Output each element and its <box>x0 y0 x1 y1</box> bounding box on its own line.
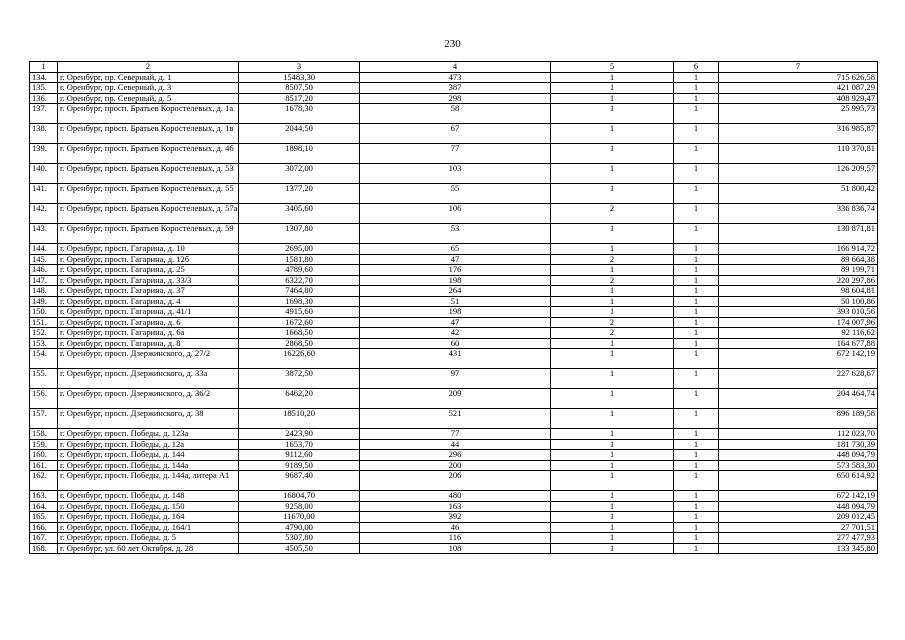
table-row <box>30 317 878 328</box>
row-number: 156. <box>30 389 58 409</box>
column-5-cell: 1 <box>551 491 674 502</box>
address-cell: г. Оренбург, пр. Северный, д. 5 <box>58 93 239 104</box>
amount-cell: 316 985,87 <box>719 124 878 144</box>
column-5-cell: 1 <box>551 124 674 144</box>
area-cell: 8507,50 <box>239 83 360 94</box>
amount-cell: 174 007,96 <box>719 317 878 328</box>
address-cell: г. Оренбург, просп. Победы, д. 144 <box>58 450 239 461</box>
row-number: 160. <box>30 450 58 461</box>
area-cell: 6462,20 <box>239 389 360 409</box>
count-cell: 392 <box>360 512 551 523</box>
column-6-cell: 1 <box>674 72 719 83</box>
count-cell: 209 <box>360 389 551 409</box>
area-cell: 9258,00 <box>239 501 360 512</box>
column-6-cell: 1 <box>674 450 719 461</box>
table-row <box>30 307 878 318</box>
amount-cell: 51 800,42 <box>719 184 878 204</box>
column-6-cell: 1 <box>674 275 719 286</box>
address-cell: г. Оренбург, просп. Победы, д. 150 <box>58 501 239 512</box>
column-6-cell: 1 <box>674 265 719 276</box>
address-cell: г. Оренбург, просп. Братьев Коростелевых, д. 55 <box>58 184 239 204</box>
table-row <box>30 543 878 554</box>
row-number: 143. <box>30 224 58 244</box>
count-cell: 200 <box>360 460 551 471</box>
address-cell: г. Оренбург, просп. Братьев Коростелевых, д. 1в <box>58 124 239 144</box>
column-6-cell: 1 <box>674 338 719 349</box>
table-row <box>30 522 878 533</box>
area-cell: 2423,90 <box>239 429 360 440</box>
area-cell: 4790,00 <box>239 522 360 533</box>
amount-cell: 166 914,72 <box>719 244 878 255</box>
column-6-cell: 1 <box>674 522 719 533</box>
table-body <box>30 72 878 554</box>
row-number: 153. <box>30 338 58 349</box>
address-cell: г. Оренбург, просп. Братьев Коростелевых, д. 57а <box>58 204 239 224</box>
count-cell: 46 <box>360 522 551 533</box>
table-row <box>30 72 878 83</box>
column-5-cell: 1 <box>551 104 674 124</box>
table-row <box>30 296 878 307</box>
count-cell: 58 <box>360 104 551 124</box>
area-cell: 1307,80 <box>239 224 360 244</box>
table-row <box>30 244 878 255</box>
amount-cell: 181 730,39 <box>719 439 878 450</box>
amount-cell: 98 604,81 <box>719 286 878 297</box>
column-6-cell: 1 <box>674 83 719 94</box>
address-cell: г. Оренбург, просп. Победы, д. 164/1 <box>58 522 239 533</box>
column-5-cell: 1 <box>551 72 674 83</box>
count-cell: 44 <box>360 439 551 450</box>
amount-cell: 336 836,74 <box>719 204 878 224</box>
address-cell: г. Оренбург, просп. Победы, д. 164 <box>58 512 239 523</box>
count-cell: 176 <box>360 265 551 276</box>
column-5-cell: 1 <box>551 512 674 523</box>
table-row <box>30 83 878 94</box>
table-row <box>30 450 878 461</box>
column-6-cell: 1 <box>674 184 719 204</box>
table-row <box>30 409 878 429</box>
area-cell: 1581,80 <box>239 254 360 265</box>
amount-cell: 672 142,19 <box>719 491 878 502</box>
row-number: 144. <box>30 244 58 255</box>
column-6-cell: 1 <box>674 328 719 339</box>
column-5-cell: 1 <box>551 144 674 164</box>
count-cell: 77 <box>360 429 551 440</box>
table-row <box>30 275 878 286</box>
amount-cell: 126 209,57 <box>719 164 878 184</box>
area-cell: 1653,70 <box>239 439 360 450</box>
count-cell: 387 <box>360 83 551 94</box>
row-number: 136. <box>30 93 58 104</box>
count-cell: 47 <box>360 254 551 265</box>
area-cell: 8517,20 <box>239 93 360 104</box>
count-cell: 198 <box>360 275 551 286</box>
row-number: 163. <box>30 491 58 502</box>
table-row <box>30 533 878 544</box>
column-5-cell: 1 <box>551 164 674 184</box>
address-cell: г. Оренбург, ул. 60 лет Октября, д. 28 <box>58 543 239 554</box>
column-header: 3 <box>239 62 360 73</box>
count-cell: 77 <box>360 144 551 164</box>
column-header: 7 <box>719 62 878 73</box>
column-6-cell: 1 <box>674 512 719 523</box>
area-cell: 2695,00 <box>239 244 360 255</box>
column-5-cell: 1 <box>551 543 674 554</box>
table-row <box>30 338 878 349</box>
address-cell: г. Оренбург, просп. Гагарина, д. 41/1 <box>58 307 239 318</box>
address-cell: г. Оренбург, просп. Гагарина, д. 6а <box>58 328 239 339</box>
address-cell: г. Оренбург, просп. Победы, д. 144а <box>58 460 239 471</box>
row-number: 151. <box>30 317 58 328</box>
area-cell: 4789,60 <box>239 265 360 276</box>
column-5-cell: 1 <box>551 501 674 512</box>
column-5-cell: 1 <box>551 522 674 533</box>
amount-cell: 650 614,92 <box>719 471 878 491</box>
area-cell: 4915,60 <box>239 307 360 318</box>
amount-cell: 421 087,29 <box>719 83 878 94</box>
row-number: 165. <box>30 512 58 523</box>
row-number: 140. <box>30 164 58 184</box>
column-5-cell: 1 <box>551 471 674 491</box>
column-6-cell: 1 <box>674 543 719 554</box>
amount-cell: 50 100,86 <box>719 296 878 307</box>
address-cell: г. Оренбург, просп. Гагарина, д. 4 <box>58 296 239 307</box>
table-row <box>30 328 878 339</box>
column-5-cell: 1 <box>551 83 674 94</box>
row-number: 157. <box>30 409 58 429</box>
amount-cell: 393 010,56 <box>719 307 878 318</box>
column-6-cell: 1 <box>674 369 719 389</box>
column-5-cell: 2 <box>551 275 674 286</box>
count-cell: 53 <box>360 224 551 244</box>
area-cell: 1898,10 <box>239 144 360 164</box>
amount-cell: 896 189,58 <box>719 409 878 429</box>
table-row <box>30 204 878 224</box>
column-6-cell: 1 <box>674 429 719 440</box>
row-number: 137. <box>30 104 58 124</box>
row-number: 138. <box>30 124 58 144</box>
count-cell: 206 <box>360 471 551 491</box>
column-5-cell: 1 <box>551 307 674 318</box>
column-header: 2 <box>58 62 239 73</box>
amount-cell: 220 297,86 <box>719 275 878 286</box>
table-row <box>30 512 878 523</box>
column-6-cell: 1 <box>674 254 719 265</box>
row-number: 150. <box>30 307 58 318</box>
area-cell: 15483,30 <box>239 72 360 83</box>
address-cell: г. Оренбург, просп. Победы, д. 123а <box>58 429 239 440</box>
amount-cell: 130 871,81 <box>719 224 878 244</box>
address-cell: г. Оренбург, просп. Братьев Коростелевых, д. 53 <box>58 164 239 184</box>
row-number: 145. <box>30 254 58 265</box>
column-5-cell: 1 <box>551 184 674 204</box>
address-cell: г. Оренбург, просп. Победы, д. 144а, литера А1 <box>58 471 239 491</box>
address-cell: г. Оренбург, просп. Гагарина, д. 10 <box>58 244 239 255</box>
row-number: 158. <box>30 429 58 440</box>
column-5-cell: 1 <box>551 409 674 429</box>
amount-cell: 112 023,70 <box>719 429 878 440</box>
page-number: 230 <box>444 38 461 50</box>
amount-cell: 715 626,58 <box>719 72 878 83</box>
area-cell: 1672,60 <box>239 317 360 328</box>
count-cell: 65 <box>360 244 551 255</box>
area-cell: 11670,00 <box>239 512 360 523</box>
table-row <box>30 124 878 144</box>
column-5-cell: 1 <box>551 244 674 255</box>
address-cell: г. Оренбург, просп. Победы, д. 12а <box>58 439 239 450</box>
column-6-cell: 1 <box>674 501 719 512</box>
column-5-cell: 2 <box>551 328 674 339</box>
column-6-cell: 1 <box>674 533 719 544</box>
count-cell: 480 <box>360 491 551 502</box>
area-cell: 1698,30 <box>239 296 360 307</box>
table-row <box>30 369 878 389</box>
area-cell: 3872,50 <box>239 369 360 389</box>
table-row <box>30 184 878 204</box>
amount-cell: 573 583,30 <box>719 460 878 471</box>
column-5-cell: 1 <box>551 224 674 244</box>
table-row <box>30 491 878 502</box>
amount-cell: 408 929,47 <box>719 93 878 104</box>
column-header: 5 <box>551 62 674 73</box>
column-5-cell: 1 <box>551 93 674 104</box>
column-5-cell: 1 <box>551 460 674 471</box>
address-cell: г. Оренбург, просп. Братьев Коростелевых, д. 59 <box>58 224 239 244</box>
table-row <box>30 265 878 276</box>
area-cell: 2044,50 <box>239 124 360 144</box>
address-cell: г. Оренбург, просп. Дзержинского, д. 33а <box>58 369 239 389</box>
row-number: 164. <box>30 501 58 512</box>
area-cell: 18510,20 <box>239 409 360 429</box>
column-5-cell: 2 <box>551 317 674 328</box>
column-6-cell: 1 <box>674 164 719 184</box>
area-cell: 1668,50 <box>239 328 360 339</box>
column-6-cell: 1 <box>674 409 719 429</box>
count-cell: 116 <box>360 533 551 544</box>
amount-cell: 164 677,88 <box>719 338 878 349</box>
area-cell: 9189,50 <box>239 460 360 471</box>
row-number: 168. <box>30 543 58 554</box>
address-cell: г. Оренбург, пр. Северный, д. 3 <box>58 83 239 94</box>
column-5-cell: 1 <box>551 533 674 544</box>
column-6-cell: 1 <box>674 307 719 318</box>
amount-cell: 89 664,38 <box>719 254 878 265</box>
column-6-cell: 1 <box>674 389 719 409</box>
row-number: 139. <box>30 144 58 164</box>
row-number: 141. <box>30 184 58 204</box>
table-row <box>30 501 878 512</box>
table-row <box>30 164 878 184</box>
column-5-cell: 1 <box>551 265 674 276</box>
column-5-cell: 1 <box>551 296 674 307</box>
area-cell: 6322,70 <box>239 275 360 286</box>
row-number: 161. <box>30 460 58 471</box>
count-cell: 51 <box>360 296 551 307</box>
table-header-row <box>30 62 878 73</box>
column-5-cell: 1 <box>551 369 674 389</box>
count-cell: 67 <box>360 124 551 144</box>
area-cell: 16804,70 <box>239 491 360 502</box>
address-cell: г. Оренбург, просп. Гагарина, д. 33/3 <box>58 275 239 286</box>
address-cell: г. Оренбург, просп. Гагарина, д. 25 <box>58 265 239 276</box>
count-cell: 42 <box>360 328 551 339</box>
count-cell: 103 <box>360 164 551 184</box>
row-number: 155. <box>30 369 58 389</box>
table-row <box>30 389 878 409</box>
area-cell: 5307,80 <box>239 533 360 544</box>
column-5-cell: 1 <box>551 450 674 461</box>
row-number: 135. <box>30 83 58 94</box>
column-6-cell: 1 <box>674 349 719 369</box>
area-cell: 3072,00 <box>239 164 360 184</box>
column-5-cell: 2 <box>551 254 674 265</box>
address-cell: г. Оренбург, просп. Дзержинского, д. 36/2 <box>58 389 239 409</box>
amount-cell: 92 116,62 <box>719 328 878 339</box>
amount-cell: 27 701,51 <box>719 522 878 533</box>
address-cell: г. Оренбург, просп. Гагарина, д. 12б <box>58 254 239 265</box>
address-cell: г. Оренбург, просп. Дзержинского, д. 27/2 <box>58 349 239 369</box>
address-cell: г. Оренбург, просп. Победы, д. 148 <box>58 491 239 502</box>
count-cell: 198 <box>360 307 551 318</box>
address-cell: г. Оренбург, просп. Гагарина, д. 6 <box>58 317 239 328</box>
column-5-cell: 1 <box>551 349 674 369</box>
table-row <box>30 460 878 471</box>
column-5-cell: 1 <box>551 439 674 450</box>
row-number: 159. <box>30 439 58 450</box>
column-6-cell: 1 <box>674 144 719 164</box>
column-5-cell: 1 <box>551 429 674 440</box>
count-cell: 264 <box>360 286 551 297</box>
column-5-cell: 2 <box>551 204 674 224</box>
row-number: 162. <box>30 471 58 491</box>
amount-cell: 277 477,93 <box>719 533 878 544</box>
count-cell: 431 <box>360 349 551 369</box>
table-row <box>30 224 878 244</box>
address-cell: г. Оренбург, просп. Гагарина, д. 8 <box>58 338 239 349</box>
amount-cell: 110 370,81 <box>719 144 878 164</box>
amount-cell: 209 012,45 <box>719 512 878 523</box>
column-6-cell: 1 <box>674 439 719 450</box>
count-cell: 97 <box>360 369 551 389</box>
area-cell: 1678,30 <box>239 104 360 124</box>
table-row <box>30 93 878 104</box>
column-6-cell: 1 <box>674 224 719 244</box>
row-number: 134. <box>30 72 58 83</box>
count-cell: 473 <box>360 72 551 83</box>
area-cell: 4505,50 <box>239 543 360 554</box>
address-cell: г. Оренбург, просп. Гагарина, д. 37 <box>58 286 239 297</box>
column-5-cell: 1 <box>551 286 674 297</box>
amount-cell: 448 094,79 <box>719 450 878 461</box>
column-6-cell: 1 <box>674 471 719 491</box>
area-cell: 9687,40 <box>239 471 360 491</box>
count-cell: 106 <box>360 204 551 224</box>
area-cell: 3405,60 <box>239 204 360 224</box>
amount-cell: 227 628,67 <box>719 369 878 389</box>
column-6-cell: 1 <box>674 244 719 255</box>
amount-cell: 89 199,71 <box>719 265 878 276</box>
address-cell: г. Оренбург, просп. Победы, д. 5 <box>58 533 239 544</box>
column-6-cell: 1 <box>674 93 719 104</box>
row-number: 166. <box>30 522 58 533</box>
area-cell: 9112,60 <box>239 450 360 461</box>
amount-cell: 25 995,73 <box>719 104 878 124</box>
column-6-cell: 1 <box>674 460 719 471</box>
data-table <box>29 61 878 554</box>
table-row <box>30 286 878 297</box>
count-cell: 163 <box>360 501 551 512</box>
column-6-cell: 1 <box>674 104 719 124</box>
table-row <box>30 471 878 491</box>
count-cell: 521 <box>360 409 551 429</box>
table-row <box>30 104 878 124</box>
column-5-cell: 1 <box>551 338 674 349</box>
amount-cell: 448 094,79 <box>719 501 878 512</box>
table-row <box>30 439 878 450</box>
row-number: 154. <box>30 349 58 369</box>
table-row <box>30 254 878 265</box>
count-cell: 296 <box>360 450 551 461</box>
area-cell: 7464,80 <box>239 286 360 297</box>
address-cell: г. Оренбург, просп. Дзержинского, д. 38 <box>58 409 239 429</box>
column-header: 1 <box>30 62 58 73</box>
column-6-cell: 1 <box>674 317 719 328</box>
column-6-cell: 1 <box>674 204 719 224</box>
column-6-cell: 1 <box>674 124 719 144</box>
count-cell: 60 <box>360 338 551 349</box>
column-header: 4 <box>360 62 551 73</box>
count-cell: 108 <box>360 543 551 554</box>
row-number: 149. <box>30 296 58 307</box>
table-row <box>30 429 878 440</box>
table-row <box>30 349 878 369</box>
amount-cell: 672 142,19 <box>719 349 878 369</box>
column-6-cell: 1 <box>674 491 719 502</box>
amount-cell: 204 464,74 <box>719 389 878 409</box>
row-number: 148. <box>30 286 58 297</box>
column-6-cell: 1 <box>674 286 719 297</box>
row-number: 146. <box>30 265 58 276</box>
table-row <box>30 144 878 164</box>
area-cell: 1377,20 <box>239 184 360 204</box>
count-cell: 47 <box>360 317 551 328</box>
address-cell: г. Оренбург, просп. Братьев Коростелевых, д. 46 <box>58 144 239 164</box>
row-number: 147. <box>30 275 58 286</box>
column-5-cell: 1 <box>551 389 674 409</box>
amount-cell: 133 345,80 <box>719 543 878 554</box>
area-cell: 16226,60 <box>239 349 360 369</box>
row-number: 142. <box>30 204 58 224</box>
row-number: 167. <box>30 533 58 544</box>
count-cell: 55 <box>360 184 551 204</box>
column-6-cell: 1 <box>674 296 719 307</box>
column-header: 6 <box>674 62 719 73</box>
row-number: 152. <box>30 328 58 339</box>
count-cell: 298 <box>360 93 551 104</box>
address-cell: г. Оренбург, пр. Северный, д. 1 <box>58 72 239 83</box>
area-cell: 2868,50 <box>239 338 360 349</box>
address-cell: г. Оренбург, просп. Братьев Коростелевых, д. 1а <box>58 104 239 124</box>
